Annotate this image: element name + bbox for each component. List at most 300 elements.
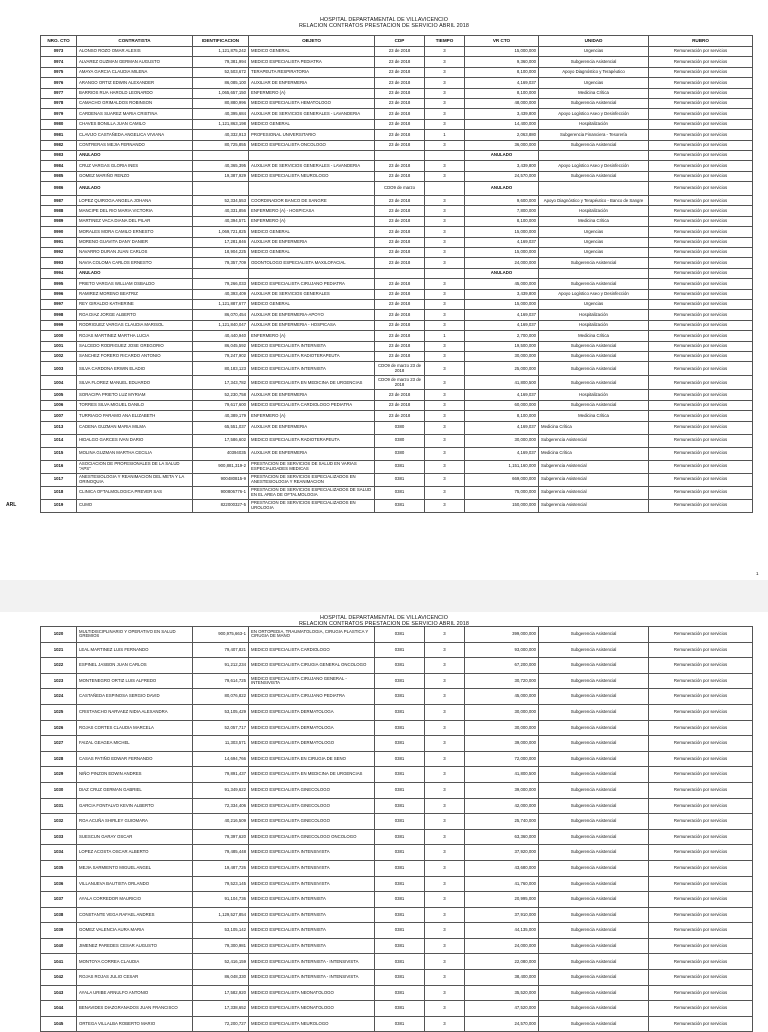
value-cell: ANULADO: [465, 182, 539, 196]
object-cell: MEDICO ESPECIALISTA CIRUJANO GENERAL - INTENSIVISTA: [249, 673, 375, 689]
object-cell: [249, 182, 375, 196]
duration-cell: 3: [425, 57, 465, 67]
contractor-cell: NIÑO PINZON EDWIN ANDRES: [77, 767, 193, 783]
duration-cell: 3: [425, 892, 465, 908]
unit-cell: Subgerencia Asistencial: [539, 98, 649, 108]
table-row: [41, 954, 753, 970]
table-row: [41, 814, 753, 830]
object-cell: AUXILIAR DE ENFERMERIA - HOSPICASA: [249, 320, 375, 330]
identification-cell: 79,247,902: [193, 351, 249, 361]
identification-cell: [193, 182, 249, 196]
contractor-cell: AMAYA GARCIA CLAUDIA MILENA: [77, 67, 193, 77]
contract-number-cell: 1021: [41, 642, 77, 658]
contract-number-cell: 0975: [41, 67, 77, 77]
rubro-cell: Remuneración por servicios: [649, 486, 753, 499]
contract-number-cell: 1026: [41, 720, 77, 736]
unit-cell: Urgencias: [539, 78, 649, 88]
unit-cell: Subgerencia Financiera - Tesorería: [539, 130, 649, 140]
cdp-cell: 23 de 2018: [375, 331, 425, 341]
identification-cell: 1,069,721,825: [193, 227, 249, 237]
cdp-cell: 0381: [375, 1016, 425, 1032]
unit-cell: Medicina Crítica: [539, 216, 649, 226]
contract-number-cell: 0973: [41, 47, 77, 57]
unit-cell: Subgerencia Asistencial: [539, 736, 649, 752]
cdp-cell: 0380: [375, 434, 425, 447]
table-row: [41, 642, 753, 658]
contractor-cell: BARRIOS RUA HAROLD LEONARDO: [77, 88, 193, 98]
object-cell: PRESTACION DE SERVICIOS ESPECIALIZADOS EN UROLOGIA: [249, 499, 375, 512]
identification-cell: 40,332,913: [193, 130, 249, 140]
cdp-cell: 0381: [375, 499, 425, 512]
object-cell: MEDICO ESPECIALISTA GINECOLOGO ONCOLOGO: [249, 829, 375, 845]
object-cell: MEDICO ESPECIALISTA RADIOTERAPEUTA: [249, 351, 375, 361]
rubro-cell: Remuneración por servicios: [649, 47, 753, 57]
contractor-cell: ROA DIAZ JORGE ALBERTO: [77, 310, 193, 320]
rubro-cell: Remuneración por servicios: [649, 876, 753, 892]
contractor-cell: SILVA CARDONA ERWIN ELADIO: [77, 362, 193, 376]
value-cell: 30,000,000: [465, 351, 539, 361]
table-row: [41, 627, 753, 643]
duration-cell: [425, 182, 465, 196]
table-row: [41, 376, 753, 390]
contract-number-cell: 1023: [41, 673, 77, 689]
contract-number-cell: 0989: [41, 216, 77, 226]
cdp-cell: 0381: [375, 673, 425, 689]
contracts-table-page-2: [40, 626, 753, 1032]
unit-cell: Subgerencia Asistencial: [539, 351, 649, 361]
object-cell: MEDICO ESPECIALISTA NEUROLOGO: [249, 171, 375, 181]
contract-number-cell: 1045: [41, 1016, 77, 1032]
table-header-row: [41, 36, 753, 47]
rubro-cell: Remuneración por servicios: [649, 341, 753, 351]
value-cell: 20,995,000: [465, 892, 539, 908]
unit-cell: Subgerencia Asistencial: [539, 499, 649, 512]
cdp-cell: 0381: [375, 938, 425, 954]
table-row: [41, 98, 753, 108]
identification-cell: 79,266,033: [193, 279, 249, 289]
contractor-cell: ROJAS MARTINEZ MARTHA LUCIA: [77, 331, 193, 341]
identification-cell: 1,121,887,677: [193, 299, 249, 309]
identification-cell: 17,586,602: [193, 434, 249, 447]
table-row: [41, 460, 753, 473]
table-row: [41, 150, 753, 160]
column-header: IDENTIFICACION: [193, 36, 249, 47]
duration-cell: 3: [425, 627, 465, 643]
cdp-cell: 23 de 2018: [375, 258, 425, 268]
identification-cell: 40,393,409: [193, 289, 249, 299]
arl-side-label: ARL: [6, 502, 17, 508]
duration-cell: 3: [425, 704, 465, 720]
identification-cell: 79,407,821: [193, 642, 249, 658]
contract-number-cell: 1025: [41, 704, 77, 720]
contractor-cell: ANULADO: [77, 182, 193, 196]
identification-cell: 72,200,727: [193, 1016, 249, 1032]
identification-cell: 80,880,996: [193, 98, 249, 108]
cdp-cell: 23 de 2018: [375, 390, 425, 400]
duration-cell: 3: [425, 673, 465, 689]
object-cell: ENFERMERO (A): [249, 216, 375, 226]
duration-cell: 3: [425, 499, 465, 512]
identification-cell: 900480815-9: [193, 473, 249, 486]
identification-cell: 79,381,994: [193, 57, 249, 67]
table-row: [41, 798, 753, 814]
identification-cell: 19,387,929: [193, 171, 249, 181]
contract-number-cell: 0990: [41, 227, 77, 237]
contractor-cell: CHAVES BONILLA JUAN CAMILO: [77, 119, 193, 129]
unit-cell: Subgerencia Asistencial: [539, 642, 649, 658]
rubro-cell: Remuneración por servicios: [649, 248, 753, 258]
rubro-cell: Remuneración por servicios: [649, 860, 753, 876]
cdp-cell: 23 de 2018: [375, 88, 425, 98]
unit-cell: Subgerencia Asistencial: [539, 627, 649, 643]
table-row: [41, 140, 753, 150]
cdp-cell: 0381: [375, 860, 425, 876]
rubro-cell: Remuneración por servicios: [649, 447, 753, 460]
rubro-cell: Remuneración por servicios: [649, 782, 753, 798]
column-header: RUBRO: [649, 36, 753, 47]
object-cell: TERAPEUTA RESPIRATORIA: [249, 67, 375, 77]
cdp-cell: 0381: [375, 829, 425, 845]
table-row: [41, 109, 753, 119]
table-row: [41, 486, 753, 499]
table-row: [41, 720, 753, 736]
unit-cell: Medicina Crítica: [539, 421, 649, 434]
identification-cell: 1,121,863,198: [193, 119, 249, 129]
value-cell: 9,360,000: [465, 57, 539, 67]
contractor-cell: MONTOYA CORREA CLAUDIA: [77, 954, 193, 970]
value-cell: 4,169,037: [465, 310, 539, 320]
rubro-cell: Remuneración por servicios: [649, 985, 753, 1001]
duration-cell: 3: [425, 767, 465, 783]
unit-cell: Subgerencia Asistencial: [539, 938, 649, 954]
table-row: [41, 411, 753, 421]
duration-cell: 3: [425, 751, 465, 767]
identification-cell: 52,503,672: [193, 67, 249, 77]
rubro-cell: Remuneración por servicios: [649, 196, 753, 206]
contract-number-cell: 1001: [41, 341, 77, 351]
duration-cell: [425, 150, 465, 160]
contractor-cell: ANULADO: [77, 150, 193, 160]
value-cell: 7,800,000: [465, 206, 539, 216]
cdp-cell: 0381: [375, 720, 425, 736]
value-cell: 4,169,037: [465, 320, 539, 330]
table-row: [41, 331, 753, 341]
table-row: [41, 736, 753, 752]
unit-cell: [539, 268, 649, 278]
contract-number-cell: 1043: [41, 985, 77, 1001]
rubro-cell: Remuneración por servicios: [649, 237, 753, 247]
unit-cell: Subgerencia Asistencial: [539, 362, 649, 376]
cdp-cell: 23 de 2018: [375, 299, 425, 309]
object-cell: MEDICO ESPECIALISTA HEMATOLOGO: [249, 98, 375, 108]
contract-number-cell: 1044: [41, 1001, 77, 1017]
identification-cell: 86,070,454: [193, 310, 249, 320]
duration-cell: 3: [425, 486, 465, 499]
duration-cell: 1: [425, 130, 465, 140]
contract-number-cell: 0983: [41, 150, 77, 160]
object-cell: MEDICO ESPECIALISTA EN CIRUGIA DE SENO: [249, 751, 375, 767]
value-cell: 669,000,000: [465, 473, 539, 486]
rubro-cell: Remuneración por servicios: [649, 829, 753, 845]
rubro-cell: Remuneración por servicios: [649, 460, 753, 473]
unit-cell: Subgerencia Asistencial: [539, 970, 649, 986]
unit-cell: Hospitalización: [539, 119, 649, 129]
cdp-cell: 23 de 2018: [375, 351, 425, 361]
cdp-cell: 23 de 2018: [375, 341, 425, 351]
duration-cell: 3: [425, 642, 465, 658]
identification-cell: 900,975,663-1: [193, 627, 249, 643]
table-row: [41, 447, 753, 460]
table-row: [41, 421, 753, 434]
contractor-cell: MARTINEZ VACA DIANA DEL PILAR: [77, 216, 193, 226]
cdp-cell: 23 de 2018: [375, 248, 425, 258]
cdp-cell: 0381: [375, 814, 425, 830]
cdp-cell: 23 de 2018: [375, 411, 425, 421]
contractor-cell: MANCIPE DEL RIO MARIA VICTORIA: [77, 206, 193, 216]
duration-cell: 3: [425, 736, 465, 752]
unit-cell: Subgerencia Asistencial: [539, 829, 649, 845]
duration-cell: 1: [425, 331, 465, 341]
identification-cell: 52,416,159: [193, 954, 249, 970]
identification-cell: 52,057,717: [193, 720, 249, 736]
duration-cell: 3: [425, 47, 465, 57]
duration-cell: 3: [425, 289, 465, 299]
identification-cell: 72,334,406: [193, 798, 249, 814]
object-cell: AUXILIAR DE SERVICIOS GENERALES: [249, 289, 375, 299]
page-separator: [0, 580, 768, 612]
rubro-cell: Remuneración por servicios: [649, 289, 753, 299]
duration-cell: 3: [425, 98, 465, 108]
value-cell: 19,500,000: [465, 341, 539, 351]
contractor-cell: NAVIA COLOMA CARLOS ERNESTO: [77, 258, 193, 268]
contract-number-cell: 0987: [41, 196, 77, 206]
duration-cell: 3: [425, 923, 465, 939]
rubro-cell: Remuneración por servicios: [649, 88, 753, 98]
unit-cell: Subgerencia Asistencial: [539, 258, 649, 268]
rubro-cell: Remuneración por servicios: [649, 227, 753, 237]
contract-number-cell: 1000: [41, 331, 77, 341]
unit-cell: Apoyo Logístico Aseo y Desinfección: [539, 161, 649, 171]
contractor-cell: LEAL MARTINEZ LUIS FERNANDO: [77, 642, 193, 658]
contractor-cell: ESPINEL JASBON JUAN CARLOS: [77, 658, 193, 674]
duration-cell: 3: [425, 299, 465, 309]
object-cell: MEDICO ESPECIALISTA GINECOLOGO: [249, 782, 375, 798]
duration-cell: 3: [425, 400, 465, 410]
value-cell: 38,400,000: [465, 970, 539, 986]
contractor-cell: REY GIRALDO KATHERINE: [77, 299, 193, 309]
value-cell: 9,600,000: [465, 196, 539, 206]
identification-cell: 79,357,709: [193, 258, 249, 268]
object-cell: MEDICO ESPECIALISTA INTERNISTA: [249, 362, 375, 376]
duration-cell: 3: [425, 460, 465, 473]
value-cell: 42,000,000: [465, 798, 539, 814]
unit-cell: Subgerencia Asistencial: [539, 845, 649, 861]
duration-cell: 3: [425, 237, 465, 247]
value-cell: 44,135,000: [465, 923, 539, 939]
unit-cell: Subgerencia Asistencial: [539, 876, 649, 892]
page-number: 1: [756, 571, 759, 576]
object-cell: AUXILIAR DE SERVICIOS GENERALES - LAVANDERIA: [249, 161, 375, 171]
rubro-cell: Remuneración por servicios: [649, 720, 753, 736]
rubro-cell: Remuneración por servicios: [649, 279, 753, 289]
value-cell: 22,080,000: [465, 954, 539, 970]
duration-cell: 3: [425, 341, 465, 351]
unit-cell: Subgerencia Asistencial: [539, 434, 649, 447]
cdp-cell: 23 de 2018: [375, 216, 425, 226]
contract-number-cell: 0976: [41, 78, 77, 88]
value-cell: ANULADO: [465, 150, 539, 160]
contract-number-cell: 1019: [41, 499, 77, 512]
unit-cell: Subgerencia Asistencial: [539, 689, 649, 705]
rubro-cell: Remuneración por servicios: [649, 310, 753, 320]
unit-cell: Urgencias: [539, 227, 649, 237]
contractor-cell: DIAZ CRUZ GERMAN GABRIEL: [77, 782, 193, 798]
contract-number-cell: 0978: [41, 98, 77, 108]
identification-cell: 91,104,736: [193, 892, 249, 908]
value-cell: 37,920,000: [465, 845, 539, 861]
object-cell: MEDICO ESPECIALISTA RADIOTERAPEUTA: [249, 434, 375, 447]
value-cell: 24,000,000: [465, 938, 539, 954]
value-cell: 30,000,000: [465, 720, 539, 736]
rubro-cell: Remuneración por servicios: [649, 400, 753, 410]
object-cell: MEDICO ESPECIALISTA DERMATOLOGO: [249, 736, 375, 752]
unit-cell: Subgerencia Asistencial: [539, 279, 649, 289]
unit-cell: Subgerencia Asistencial: [539, 798, 649, 814]
identification-cell: 86,048,330: [193, 970, 249, 986]
report-subtitle-page-2: RELACION CONTRATOS PRESTACION DE SERVICIO ABRIL 2018: [299, 621, 469, 627]
contractor-cell: TORRES SILVA MIGUEL DANILO: [77, 400, 193, 410]
contractor-cell: PRIETO VARGAS WILLIAM OSBALDO: [77, 279, 193, 289]
column-header: CONTRATISTA: [77, 36, 193, 47]
contractor-cell: TURRIAGO PARAMO ANA ELIZABETH: [77, 411, 193, 421]
contractor-cell: NAVARRO DURAN JUAN CARLOS: [77, 248, 193, 258]
contract-number-cell: 1003: [41, 362, 77, 376]
value-cell: 75,000,000: [465, 486, 539, 499]
contract-number-cell: 1039: [41, 923, 77, 939]
rubro-cell: Remuneración por servicios: [649, 362, 753, 376]
table-row: [41, 130, 753, 140]
table-row: [41, 310, 753, 320]
column-header: CDP: [375, 36, 425, 47]
identification-cell: 40,365,395: [193, 161, 249, 171]
object-cell: MEDICO ESPECIALISTA PEDIATRA: [249, 57, 375, 67]
contractor-cell: CONTRERAS MEJIA FERNANDO: [77, 140, 193, 150]
rubro-cell: Remuneración por servicios: [649, 109, 753, 119]
table-row: [41, 161, 753, 171]
value-cell: 14,400,000: [465, 119, 539, 129]
unit-cell: Subgerencia Asistencial: [539, 376, 649, 390]
value-cell: 15,000,000: [465, 299, 539, 309]
rubro-cell: Remuneración por servicios: [649, 268, 753, 278]
unit-cell: Hospitalización: [539, 206, 649, 216]
table-row: [41, 78, 753, 88]
contract-number-cell: 1017: [41, 473, 77, 486]
contractor-cell: CUMO: [77, 499, 193, 512]
document-page-2: [0, 612, 768, 1024]
rubro-cell: Remuneración por servicios: [649, 689, 753, 705]
cdp-cell: 23 de 2018: [375, 67, 425, 77]
contract-number-cell: 0997: [41, 299, 77, 309]
rubro-cell: Remuneración por servicios: [649, 411, 753, 421]
value-cell: 2,700,000: [465, 331, 539, 341]
cdp-cell: [375, 268, 425, 278]
contractor-cell: SANCHEZ FORERO RICARDO ANTONIO: [77, 351, 193, 361]
unit-cell: Subgerencia Asistencial: [539, 907, 649, 923]
cdp-cell: 23 de 2018: [375, 98, 425, 108]
report-subtitle: RELACION CONTRATOS PRESTACION DE SERVICIO ABRIL 2018: [299, 23, 469, 29]
object-cell: MEDICO ESPECIALISTA EN MEDICINA DE URGENCIAS: [249, 376, 375, 390]
identification-cell: 86,085,100: [193, 78, 249, 88]
table-row: [41, 704, 753, 720]
unit-cell: Medicina Crítica: [539, 331, 649, 341]
value-cell: 3,439,800: [465, 289, 539, 299]
unit-cell: Subgerencia Asistencial: [539, 57, 649, 67]
contract-number-cell: 1035: [41, 860, 77, 876]
identification-cell: 40,389,179: [193, 411, 249, 421]
duration-cell: 3: [425, 907, 465, 923]
rubro-cell: Remuneración por servicios: [649, 150, 753, 160]
unit-cell: Subgerencia Asistencial: [539, 720, 649, 736]
contract-number-cell: 0974: [41, 57, 77, 67]
cdp-cell: 0381: [375, 892, 425, 908]
contract-number-cell: 0998: [41, 310, 77, 320]
value-cell: 24,570,000: [465, 171, 539, 181]
object-cell: AUXILIAR DE ENFERMERIA: [249, 78, 375, 88]
duration-cell: 3: [425, 161, 465, 171]
cdp-cell: 0381: [375, 486, 425, 499]
object-cell: MEDICO ESPECIALISTA INTERNISTA: [249, 938, 375, 954]
object-cell: AUXILIAR DE ENFERMERIA: [249, 237, 375, 247]
contractor-cell: MORENO GUAVITA DANY DANIER: [77, 237, 193, 247]
contract-number-cell: 0993: [41, 258, 77, 268]
object-cell: ENFERMERO (A): [249, 331, 375, 341]
contract-number-cell: 0980: [41, 119, 77, 129]
rubro-cell: Remuneración por servicios: [649, 923, 753, 939]
table-row: [41, 289, 753, 299]
unit-cell: Subgerencia Asistencial: [539, 860, 649, 876]
contractor-cell: GOMEZ VALENCIA AURA MARIA: [77, 923, 193, 939]
duration-cell: 3: [425, 390, 465, 400]
unit-cell: [539, 150, 649, 160]
contract-number-cell: 1040: [41, 938, 77, 954]
rubro-cell: Remuneración por servicios: [649, 642, 753, 658]
cdp-cell: 0381: [375, 798, 425, 814]
identification-cell: 17,338,652: [193, 1001, 249, 1017]
rubro-cell: Remuneración por servicios: [649, 434, 753, 447]
object-cell: MEDICO ESPECIALISTA EN MEDICINA DE URGENCIAS: [249, 767, 375, 783]
rubro-cell: Remuneración por servicios: [649, 907, 753, 923]
value-cell: 8,100,000: [465, 67, 539, 77]
object-cell: MEDICO GENERAL: [249, 227, 375, 237]
identification-cell: 79,485,448: [193, 845, 249, 861]
contractor-cell: MOLINA GUZMAN MARTHA CECILIA: [77, 447, 193, 460]
table-row: [41, 171, 753, 181]
duration-cell: 3: [425, 411, 465, 421]
table-row: [41, 299, 753, 309]
rubro-cell: Remuneración por servicios: [649, 892, 753, 908]
contracts-table-page-1: [40, 35, 753, 513]
value-cell: 150,000,000: [465, 499, 539, 512]
rubro-cell: Remuneración por servicios: [649, 351, 753, 361]
object-cell: PRESTACION DE SERVICIOS ESPECIALIZADOS EN ANESTESIOLOGIA Y REANIMACION: [249, 473, 375, 486]
rubro-cell: Remuneración por servicios: [649, 171, 753, 181]
cdp-cell: 0380: [375, 421, 425, 434]
object-cell: AUXILIAR DE ENFERMERIA-APOYO: [249, 310, 375, 320]
unit-cell: Urgencias: [539, 237, 649, 247]
contractor-cell: GOMEZ MARIÑO RENZO: [77, 171, 193, 181]
contractor-cell: LOPEZ QUIROGA ANGELA JOHANA: [77, 196, 193, 206]
rubro-cell: Remuneración por servicios: [649, 767, 753, 783]
